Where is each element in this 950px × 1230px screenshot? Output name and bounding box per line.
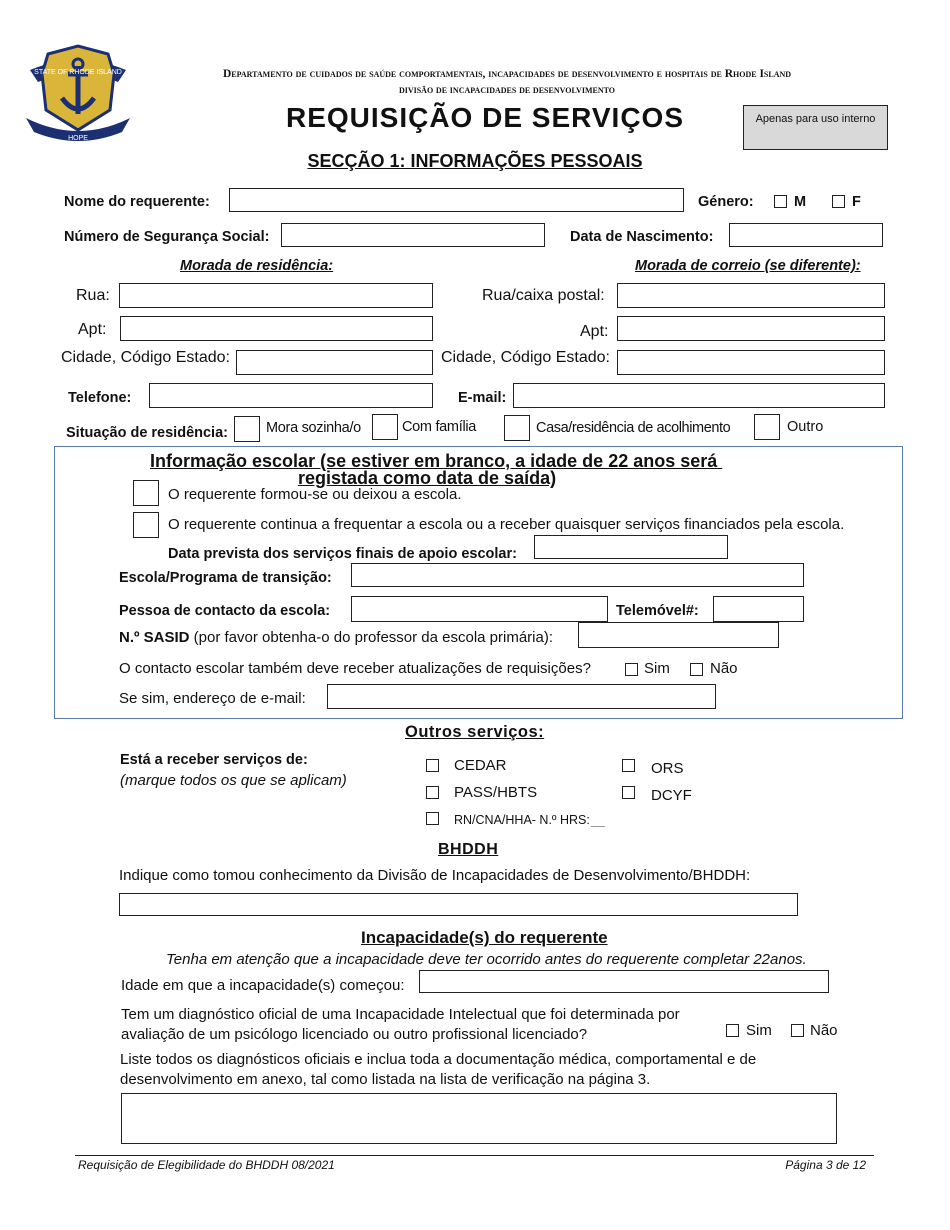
mobile-label: Telemóvel#: xyxy=(616,603,699,619)
age-began-field[interactable] xyxy=(419,970,829,993)
mailing-city-label: Cidade, Código Estado: xyxy=(441,349,610,366)
section-title: SECÇÃO 1: INFORMAÇÕES PESSOAIS xyxy=(307,151,643,171)
sasid-label-rest: (por favor obtenha-o do professor da escola primária): xyxy=(189,629,554,646)
mailing-address-heading: Morada de correio (se diferente): xyxy=(635,258,861,274)
division-name: divisão de incapacidades de desenvolvimento xyxy=(398,84,616,96)
final-date-label: Data prevista dos serviços finais de apoio escolar: xyxy=(168,546,517,562)
school-email-label: Se sim, endereço de e-mail: xyxy=(119,690,306,707)
continues-school-label: O requerente continua a frequentar a escola ou a receber quaisquer serviços financiados pela escola. xyxy=(168,516,845,533)
list-diagnoses-line2: desenvolvimento em anexo, tal como listada na lista de verificação na página 3. xyxy=(120,1071,651,1088)
page-title: REQUISIÇÃO DE SERVIÇOS xyxy=(285,102,684,133)
graduated-label: O requerente formou-se ou deixou a escola. xyxy=(168,486,462,503)
updates-yes-label: Sim xyxy=(644,660,670,677)
rn-hours-field[interactable] xyxy=(591,818,605,827)
school-contact-label: Pessoa de contacto da escola: xyxy=(119,603,331,619)
footer-right: Página 3 de 12 xyxy=(785,1158,866,1172)
transition-field[interactable] xyxy=(351,563,804,587)
diagnosis-yes-label: Sim xyxy=(746,1022,772,1039)
diagnosis-yes-checkbox[interactable] xyxy=(726,1024,739,1037)
transition-label: Escola/Programa de transição: xyxy=(119,570,332,586)
living-family-label: Com família xyxy=(402,419,477,435)
sasid-field[interactable] xyxy=(578,622,779,648)
school-title-line1: Informação escolar (se estiver em branco, a idade de 22 anos será xyxy=(150,451,723,471)
updates-yes-checkbox[interactable] xyxy=(625,663,638,676)
living-alone-checkbox[interactable] xyxy=(234,416,260,442)
final-date-field[interactable] xyxy=(534,535,728,559)
footer-left: Requisição de Elegibilidade do BHDDH 08/2021 xyxy=(78,1158,335,1172)
phone-label: Telefone: xyxy=(68,390,132,406)
gender-label: Género: xyxy=(698,194,754,210)
bhddh-title: BHDDH xyxy=(438,841,499,858)
apt-label: Apt: xyxy=(78,321,107,338)
school-title-line2: registada como data de saída) xyxy=(298,468,557,488)
email-field[interactable] xyxy=(513,383,885,408)
applicant-name-label: Nome do requerente: xyxy=(64,194,210,210)
seal-text-bottom: HOPE xyxy=(68,135,88,142)
seal-text-top: STATE OF RHODE ISLAND xyxy=(34,69,122,76)
dcyf-checkbox[interactable] xyxy=(622,786,635,799)
state-seal xyxy=(22,40,134,142)
ors-checkbox[interactable] xyxy=(622,759,635,772)
bhddh-answer-field[interactable] xyxy=(119,893,798,916)
living-situation-label: Situação de residência: xyxy=(66,425,228,441)
disability-note: Tenha em atenção que a incapacidade deve ter ocorrido antes do requerente completar 22anos. xyxy=(166,951,807,968)
city-field[interactable] xyxy=(236,350,433,375)
mailing-city-field[interactable] xyxy=(617,350,885,375)
gender-f-label: F xyxy=(852,194,861,210)
bhddh-question: Indique como tomou conhecimento da Divisão de Incapacidades de Desenvolvimento/BHDDH: xyxy=(119,867,751,884)
updates-no-label: Não xyxy=(710,660,738,677)
applicant-name-field[interactable] xyxy=(229,188,684,212)
dcyf-label: DCYF xyxy=(651,787,692,804)
updates-no-checkbox[interactable] xyxy=(690,663,703,676)
living-foster-checkbox[interactable] xyxy=(504,415,530,441)
gender-m-label: M xyxy=(794,194,807,210)
street-po-label: Rua/caixa postal: xyxy=(482,287,605,304)
diagnosis-question-line1: Tem um diagnóstico oficial de uma Incapacidade Intelectual que foi determinada por xyxy=(121,1006,680,1023)
mailing-apt-field[interactable] xyxy=(617,316,885,341)
living-family-checkbox[interactable] xyxy=(372,414,398,440)
sasid-label xyxy=(119,629,553,646)
dob-field[interactable] xyxy=(729,223,883,247)
city-label: Cidade, Código Estado: xyxy=(61,349,230,366)
updates-question: O contacto escolar também deve receber atualizações de requisições? xyxy=(119,660,591,677)
living-foster-label: Casa/residência de acolhimento xyxy=(536,420,731,436)
diagnosis-no-checkbox[interactable] xyxy=(791,1024,804,1037)
age-began-label: Idade em que a incapacidade(s) começou: xyxy=(121,977,405,994)
pass-checkbox[interactable] xyxy=(426,786,439,799)
diagnosis-no-label: Não xyxy=(810,1022,838,1039)
footer-rule xyxy=(75,1155,874,1156)
residence-address-heading: Morada de residência: xyxy=(180,258,334,274)
rn-checkbox[interactable] xyxy=(426,812,439,825)
disability-title: Incapacidade(s) do requerente xyxy=(361,928,608,947)
gender-m-checkbox[interactable] xyxy=(774,195,787,208)
mobile-field[interactable] xyxy=(713,596,804,622)
dob-label: Data de Nascimento: xyxy=(570,229,714,245)
cedar-label: CEDAR xyxy=(454,757,507,774)
mailing-street-field[interactable] xyxy=(617,283,885,308)
diagnoses-textarea[interactable] xyxy=(121,1093,837,1144)
school-contact-field[interactable] xyxy=(351,596,608,622)
ssn-label: Número de Segurança Social: xyxy=(64,229,270,245)
street-label: Rua: xyxy=(76,287,110,304)
living-other-label: Outro xyxy=(787,419,824,435)
email-label: E-mail: xyxy=(458,390,507,406)
living-alone-label: Mora sozinha/o xyxy=(266,420,361,436)
mailing-apt-label: Apt: xyxy=(580,323,609,340)
gender-f-checkbox[interactable] xyxy=(832,195,845,208)
phone-field[interactable] xyxy=(149,383,433,408)
pass-label: PASS/HBTS xyxy=(454,784,538,801)
apt-field[interactable] xyxy=(120,316,433,341)
list-diagnoses-line1: Liste todos os diagnósticos oficiais e inclua toda a documentação médica, comportamental e de xyxy=(120,1051,757,1068)
receiving-label: Está a receber serviços de: xyxy=(120,752,308,768)
sasid-label-bold: N.º SASID xyxy=(119,629,190,646)
diagnosis-question-line2: avaliação de um psicólogo licenciado ou outro profissional licenciado? xyxy=(121,1026,588,1043)
other-services-title: Outros serviços: xyxy=(405,723,545,741)
continues-school-checkbox[interactable] xyxy=(133,512,159,538)
living-other-checkbox[interactable] xyxy=(754,414,780,440)
graduated-checkbox[interactable] xyxy=(133,480,159,506)
school-email-field[interactable] xyxy=(327,684,716,709)
cedar-checkbox[interactable] xyxy=(426,759,439,772)
rn-label: RN/CNA/HHA- N.º HRS: xyxy=(454,813,590,827)
ors-label: ORS xyxy=(651,760,684,777)
department-name: Departamento de cuidados de saúde comportamentais, incapacidades de desenvolvimento e hospitais de Rhode Island xyxy=(222,68,792,80)
internal-use-box: Apenas para uso interno xyxy=(743,105,888,150)
ssn-field[interactable] xyxy=(281,223,545,247)
mark-all-label: (marque todos os que se aplicam) xyxy=(120,772,347,789)
street-field[interactable] xyxy=(119,283,433,308)
